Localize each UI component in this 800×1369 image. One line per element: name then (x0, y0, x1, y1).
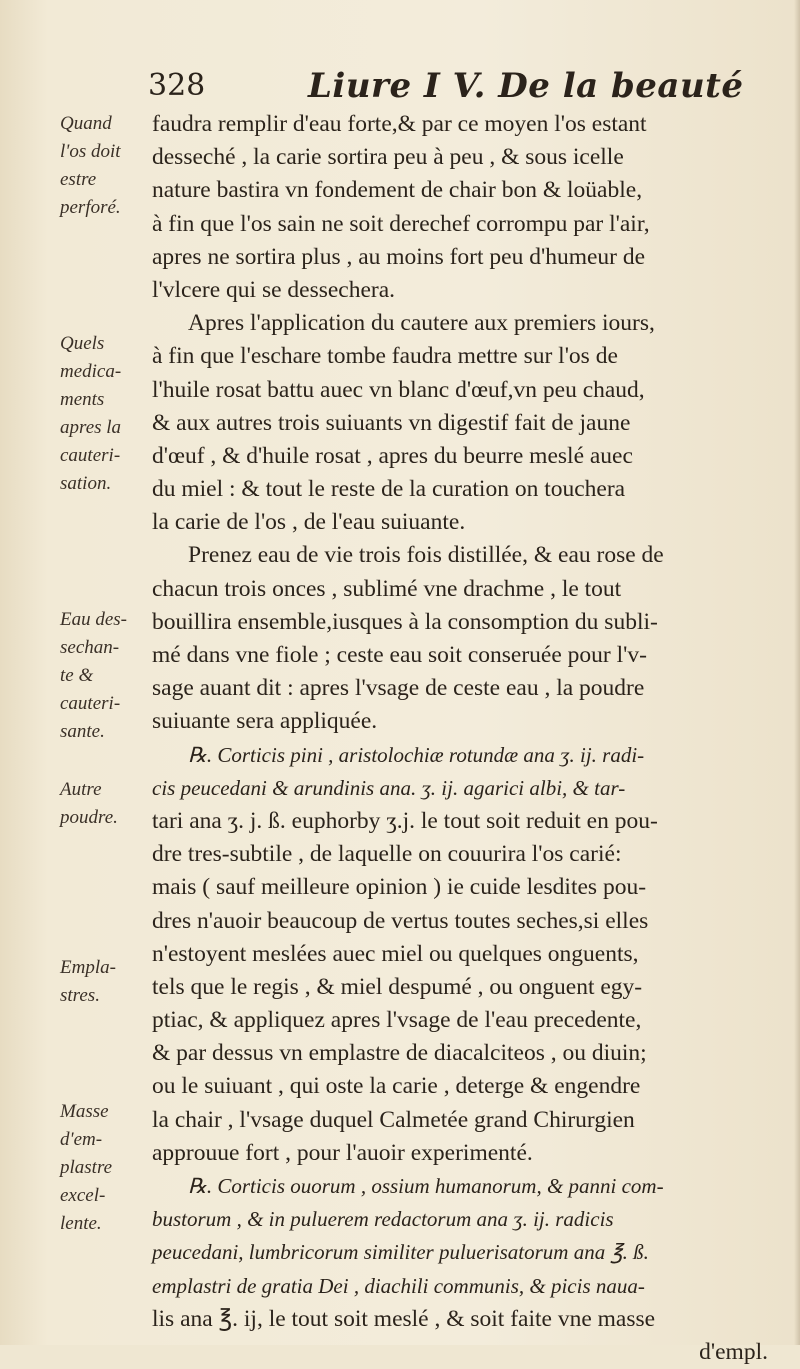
text-line: à fin que l'eschare tombe faudra mettre sur l'os de (152, 343, 618, 370)
recipe-line: cis peucedani & arundinis ana. ʒ. ij. agarici albi, & tar- (152, 775, 626, 800)
margin-line: medica- (60, 361, 122, 382)
margin-note-autre (60, 776, 152, 832)
margin-line: excel- (60, 1185, 106, 1206)
text-line: dre tres-subtile , de laquelle on couurira l'os carié: (152, 841, 622, 868)
page-header (148, 62, 788, 112)
margin-line: ments (60, 389, 105, 410)
text-line: & par dessus vn emplastre de diacalciteos , ou diuin; (152, 1040, 647, 1067)
text-line: approuue fort , pour l'auoir experimenté. (152, 1139, 533, 1166)
margin-line: d'em- (60, 1129, 103, 1150)
body-text (152, 108, 768, 1369)
text-line: desseché , la carie sortira peu à peu , & sous icelle (152, 144, 624, 171)
text-line: faudra remplir d'eau forte,& par ce moyen l'os estant (152, 111, 647, 137)
text-line: Prenez eau de vie trois fois distillée, & eau rose de (188, 542, 664, 569)
margin-line: sante. (60, 721, 105, 742)
text-line: bouillira ensemble,iusques à la consomption du subli- (152, 608, 658, 635)
margin-line: perforé. (60, 197, 121, 218)
text-line: ptiac, & appliquez apres l'vsage de l'eau precedente, (152, 1007, 642, 1034)
recipe-line: bustorum , & in puluerem redactorum ana ʒ. ij. radicis (152, 1207, 614, 1232)
text-line: tels que le regis , & miel despumé , ou onguent egy- (152, 973, 643, 1000)
text-line: la chair , l'vsage duquel Calmetée grand Chirurgien (152, 1106, 635, 1133)
text-line: du miel : & tout le reste de la curation on touchera (152, 476, 626, 503)
text-line: apres ne sortira plus , au moins fort peu d'humeur de (152, 243, 646, 270)
margin-line: Empla- (60, 957, 116, 978)
margin-line: sechan- (60, 637, 120, 658)
text-line: d'œuf , & d'huile rosat , apres du beurre meslé auec (152, 442, 633, 469)
text-line: chacun trois onces , sublimé vne drachme , le tout (152, 575, 622, 602)
page-number: 328 (148, 68, 206, 103)
text-line: l'huile rosat battu auec vn blanc d'œuf,vn peu chaud, (152, 376, 645, 403)
text-line: ou le suiuant , qui oste la carie , deterge & engendre (152, 1073, 641, 1100)
margin-line: cauteri- (60, 693, 121, 714)
margin-line: plastre (60, 1157, 113, 1178)
margin-line: estre (60, 169, 97, 190)
margin-line: stres. (60, 985, 100, 1006)
text-line: sage auant dit : apres l'vsage de ceste eau , la poudre (152, 675, 645, 702)
text-line: mais ( sauf meilleure opinion ) ie cuide lesdites pou- (152, 874, 647, 901)
margin-line: te & (60, 665, 94, 686)
recipe-line: emplastri de gratia Dei , diachili communis, & picis naua- (152, 1273, 645, 1298)
margin-note-quels (60, 330, 152, 498)
recipe-line: ℞. Corticis pini , aristolochiæ rotundæ ana ʒ. ij. radi- (188, 742, 645, 767)
margin-line: apres la (60, 417, 122, 438)
margin-note-empla (60, 954, 152, 1010)
page-edge-shadow (794, 0, 800, 1345)
margin-line: sation. (60, 473, 112, 494)
text-line: suiuante sera appliquée. (152, 708, 378, 735)
margin-line: cauteri- (60, 445, 121, 466)
text-line: dres n'auoir beaucoup de vertus toutes seches,si elles (152, 907, 649, 934)
margin-line: Masse (60, 1101, 109, 1122)
text-line: à fin que l'os sain ne soit derechef corrompu par l'air, (152, 210, 650, 237)
text-line: Apres l'application du cautere aux premiers iours, (188, 310, 655, 337)
margin-line: poudre. (60, 807, 118, 828)
recipe-line: peucedani, lumbricorum similiter puluerisatorum ana ℥. ß. (152, 1240, 649, 1265)
margin-line: l'os doit (60, 141, 121, 162)
running-title: Liure I V. De la beauté (308, 66, 744, 106)
margin-line: Quand (60, 113, 112, 134)
text-line: nature bastira vn fondement de chair bon & loüable, (152, 177, 643, 204)
catchword: d'empl. (699, 1338, 768, 1365)
margin-line: Eau des- (60, 609, 128, 630)
margin-note-quand (60, 110, 152, 222)
text-line: la carie de l'os , de l'eau suiuante. (152, 509, 466, 536)
text-line: & aux autres trois suiuants vn digestif fait de jaune (152, 409, 631, 436)
text-line: mé dans vne fiole ; ceste eau soit conseruée pour l'v- (152, 642, 647, 668)
text-line: tari ana ʒ. j. ß. euphorby ʒ.j. le tout soit reduit en pou- (152, 807, 658, 834)
margin-line: Autre (60, 779, 102, 800)
text-line: l'vlcere qui se dessechera. (152, 276, 396, 303)
margin-line: lente. (60, 1213, 102, 1234)
text-line: n'estoyent meslées auec miel ou quelques onguents, (152, 940, 639, 967)
margin-note-masse (60, 1098, 152, 1238)
text-line: lis ana ℥. ij, le tout soit meslé , & soit faite vne masse (152, 1305, 656, 1332)
margin-line: Quels (60, 333, 105, 354)
recipe-line: ℞. Corticis ouorum , ossium humanorum, & panni com- (188, 1174, 664, 1198)
margin-note-eau (60, 606, 152, 746)
